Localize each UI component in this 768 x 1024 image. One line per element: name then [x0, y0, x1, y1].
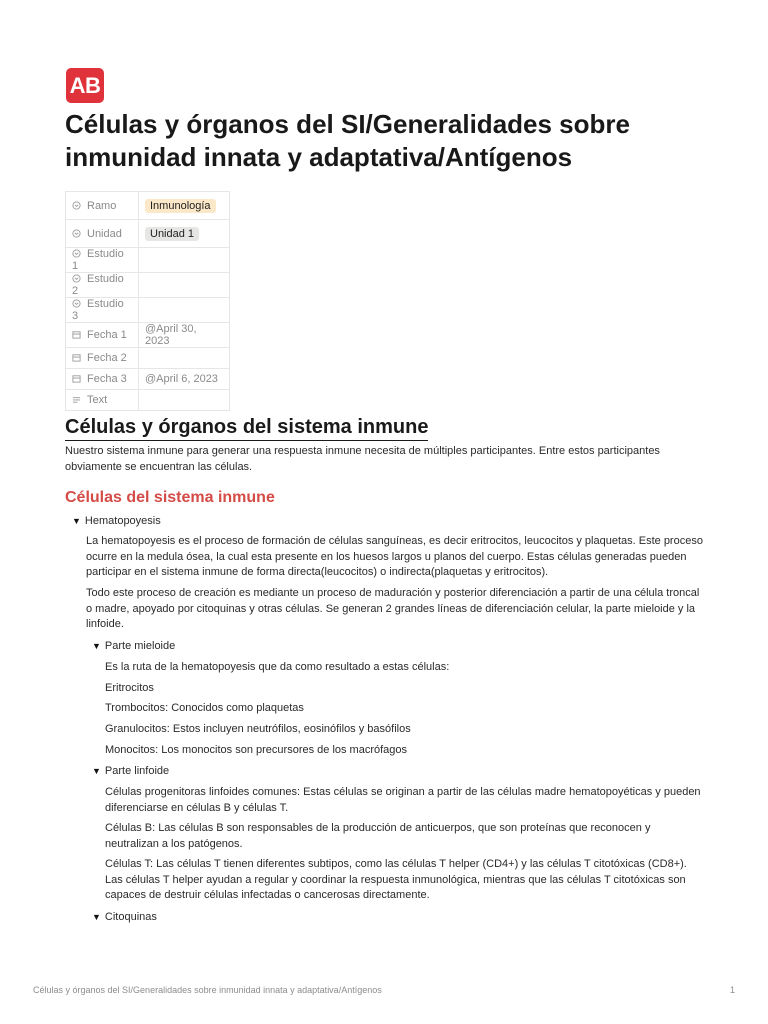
list-item: Es la ruta de la hematopoyesis que da como resultado a estas células: [105, 661, 450, 673]
footer-title: Células y órganos del SI/Generalidades sobre inmunidad innata y adaptativa/Antígenos [33, 985, 382, 995]
toggle-parte-linfoide[interactable] [92, 764, 169, 779]
property-key: Fecha 3 [87, 373, 127, 385]
property-row[interactable] [66, 298, 230, 323]
toggle-label: Parte mieloide [104, 640, 176, 652]
calendar-icon [72, 374, 81, 383]
select-icon [72, 249, 81, 258]
property-key: Ramo [87, 199, 117, 212]
property-row[interactable] [66, 369, 230, 390]
property-row[interactable] [66, 348, 230, 369]
section-heading: Células y órganos del sistema inmune [65, 414, 428, 441]
toggle-label: Parte linfoide [104, 765, 170, 777]
subsection-heading: Células del sistema inmune [65, 489, 275, 506]
property-key: Fecha 2 [87, 352, 127, 364]
list-item: Trombocitos: Conocidos como plaquetas [105, 702, 304, 714]
select-icon [72, 299, 81, 308]
toggle-hematopoyesis[interactable] [72, 514, 161, 529]
hema-paragraph-1: La hematopoyesis es el proceso de formación de células sanguíneas, es decir eritrocitos, leucocitos y plaquetas. Este proceso ocurre en la medula ósea, la cual esta presente en los huesos largos u planos del cuerpo. Estas células generadas pueden participar en el sistema inmune de forma directa(leucocitos) o indirecta(plaquetas y eritrocitos). [86, 535, 703, 578]
ramo-tag[interactable]: Inmunología [145, 199, 216, 213]
toggle-triangle-icon: ▼ [72, 516, 81, 526]
toggle-label: Hematopoyesis [84, 515, 161, 527]
unidad-tag[interactable]: Unidad 1 [145, 227, 199, 241]
select-icon [72, 201, 81, 210]
property-value[interactable] [139, 348, 230, 369]
list-item: Granulocitos: Estos incluyen neutrófilos, eosinófilos y basófilos [105, 723, 411, 735]
property-row[interactable] [66, 323, 230, 348]
list-item: Células T: Las células T tienen diferentes subtipos, como las células T helper (CD4+) y las células T citotóxicas (CD8+). Las células T helper ayudan a regular y coordinar la respuesta inmunológica, mientras que las células T citotóxicas son capaces de destruir células infectadas o cancerosas directamente. [105, 858, 687, 901]
property-row[interactable] [66, 248, 230, 273]
calendar-icon [72, 353, 81, 362]
property-key: Unidad [87, 227, 122, 240]
toggle-parte-mieloide[interactable] [92, 639, 175, 654]
select-icon [72, 229, 81, 238]
property-value[interactable] [139, 273, 230, 298]
page-title: Células y órganos del SI/Generalidades sobre inmunidad innata y adaptativa/Antígenos [65, 109, 630, 172]
toggle-label: Citoquinas [104, 911, 157, 923]
property-key: Fecha 1 [87, 329, 127, 341]
property-row[interactable] [66, 220, 230, 248]
toggle-triangle-icon: ▼ [92, 912, 101, 922]
footer-page-number: 1 [729, 985, 735, 995]
intro-paragraph: Nuestro sistema inmune para generar una respuesta inmune necesita de múltiples participantes. Entre estos participantes obviamente se encuentran las células. [65, 445, 660, 473]
list-item: Monocitos: Los monocitos son precursores de los macrófagos [105, 744, 408, 756]
list-item: Células B: Las células B son responsables de la producción de anticuerpos, que son proteínas que reconocen y neutralizan a los patógenos. [105, 822, 651, 850]
property-row[interactable] [66, 192, 230, 220]
property-value[interactable]: @April 6, 2023 [139, 369, 230, 390]
property-value[interactable]: @April 30, 2023 [139, 323, 230, 348]
property-key: Estudio 1 [72, 248, 124, 272]
toggle-triangle-icon: ▼ [92, 766, 101, 776]
property-value[interactable] [139, 390, 230, 411]
hema-paragraph-2: Todo este proceso de creación es mediante un proceso de maduración y posterior diferenciación a partir de una célula troncal o madre, apoyado por citoquinas y otras células. Se generan 2 grandes líneas de diferenciación celular, la parte mieloide y la linfoide. [86, 587, 700, 630]
property-key: Text [87, 394, 108, 406]
text-icon [72, 395, 81, 404]
property-value[interactable] [139, 248, 230, 273]
property-key: Estudio 3 [72, 298, 124, 322]
list-item: Células progenitoras linfoides comunes: Estas células se originan a partir de las células madre hematopoyéticas y pueden diferenciarse en células B y células T. [105, 786, 701, 814]
list-item: Eritrocitos [105, 682, 154, 694]
properties-table [65, 191, 230, 411]
property-key: Estudio 2 [72, 273, 124, 297]
property-value[interactable] [139, 298, 230, 323]
property-row[interactable] [66, 273, 230, 298]
calendar-icon [72, 330, 81, 339]
select-icon [72, 274, 81, 283]
page-icon: AB [66, 68, 104, 103]
toggle-citoquinas[interactable] [92, 910, 157, 925]
property-row[interactable] [66, 390, 230, 411]
toggle-triangle-icon: ▼ [92, 641, 101, 651]
